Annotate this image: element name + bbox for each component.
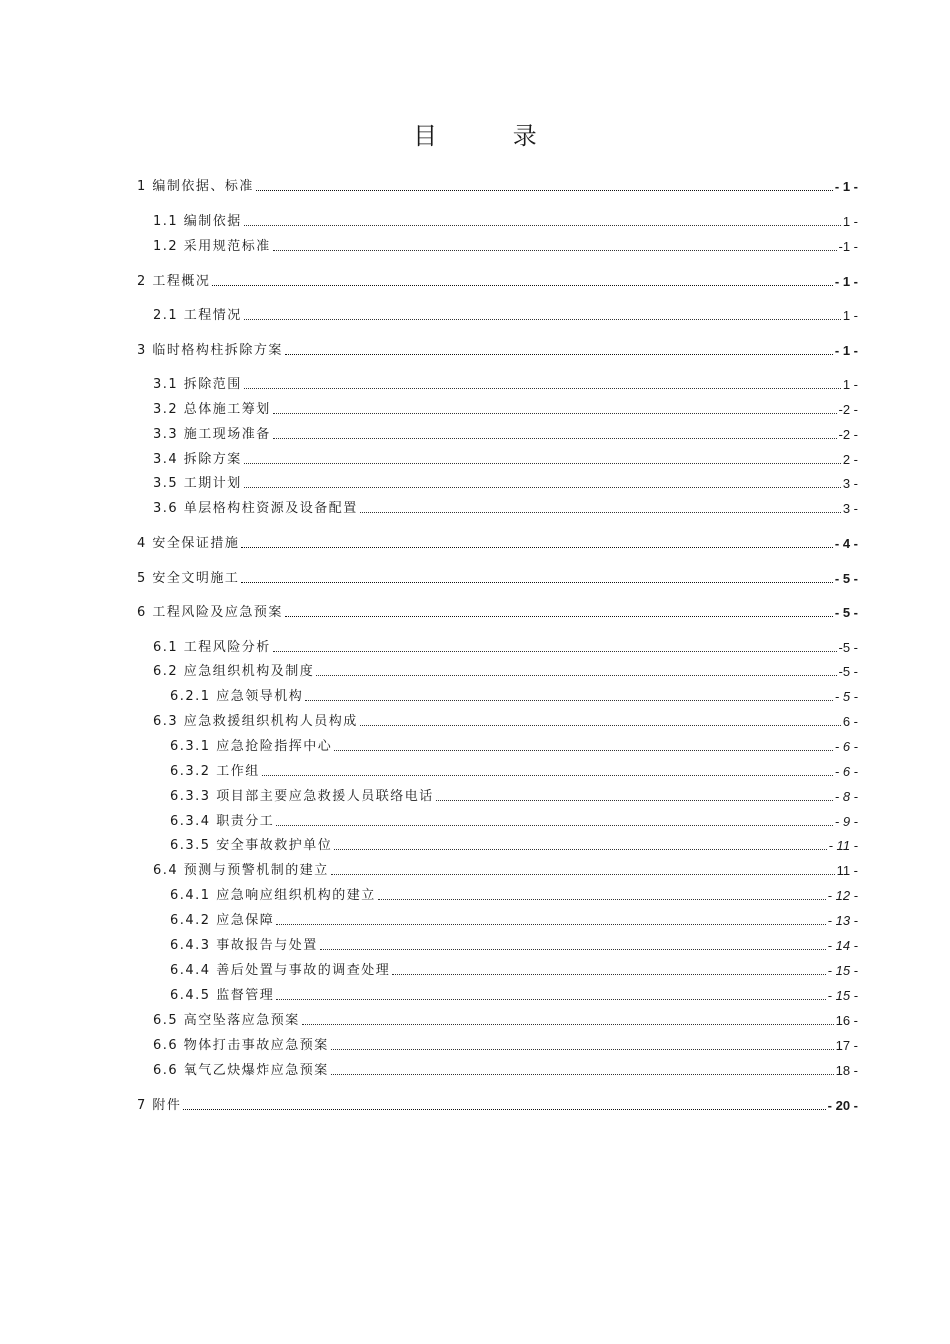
toc-entry-page: 3 - [842,501,858,516]
dot-leader [273,438,837,439]
dot-leader [244,319,841,320]
toc-entry[interactable] [170,886,858,904]
toc-entry-label: 3.5 工期计划 [153,476,242,491]
dot-leader [316,675,836,676]
toc-entry-label: 7 附件 [137,1098,182,1113]
dot-leader [331,1074,834,1075]
dot-leader [285,354,833,355]
dot-leader [244,388,841,389]
toc-entry[interactable] [153,400,858,418]
dot-leader [273,413,837,414]
toc-entry[interactable] [153,662,858,680]
toc-entry[interactable] [153,474,858,492]
dot-leader [334,849,826,850]
toc-entry-page: 6 - [842,714,858,729]
toc-entry-page: -2 - [838,402,858,417]
toc-entry-page: - 6 - [834,739,858,754]
dot-leader [334,750,833,751]
toc-entry-page: - 12 - [827,888,858,903]
toc-entry-label: 6.4.5 监督管理 [170,988,275,1003]
toc-entry-label: 6.4.1 应急响应组织机构的建立 [170,888,376,903]
toc-entry-page: - 15 - [827,963,858,978]
toc-entry-label: 6.4.2 应急保障 [170,913,275,928]
toc-entry[interactable] [153,1036,858,1054]
toc-entry-page: - 5 - [834,605,858,620]
toc-entry-page: 2 - [842,452,858,467]
dot-leader [436,800,833,801]
dot-leader [212,285,832,286]
dot-leader [302,1024,834,1025]
dot-leader [262,775,833,776]
toc-entry-page: -2 - [838,427,858,442]
toc-entry-page: - 5 - [834,689,858,704]
toc-entry-page: - 1 - [834,343,858,358]
toc-entry-page: 18 - [835,1063,858,1078]
toc-entry-label: 4 安全保证措施 [137,536,240,551]
toc-entry-label: 6.3.1 应急抢险指挥中心 [170,739,333,754]
dot-leader [331,874,835,875]
toc-entry-page: 3 - [842,476,858,491]
toc-entry-page: -5 - [838,640,858,655]
dot-leader [241,582,832,583]
dot-leader [276,924,825,925]
toc-entry-label: 6.3 应急救援组织机构人员构成 [153,714,358,729]
toc-entry-label: 2 工程概况 [137,274,211,289]
toc-entry[interactable] [137,534,858,552]
toc-entry[interactable] [153,237,858,255]
toc-entry[interactable] [153,212,858,230]
dot-leader [276,825,833,826]
toc-entry-label: 6.2 应急组织机构及制度 [153,664,315,679]
toc-entry[interactable] [153,712,858,730]
toc-entry[interactable] [170,911,858,929]
toc-entry-page: -1 - [838,239,858,254]
dot-leader [378,899,826,900]
toc-entry[interactable] [170,836,858,854]
toc-entry[interactable] [137,569,858,587]
toc-entry-label: 6 工程风险及应急预案 [137,605,283,620]
toc-entry-label: 6.4.4 善后处置与事故的调查处理 [170,963,391,978]
dot-leader [276,999,825,1000]
toc-entry[interactable] [137,1096,858,1114]
dot-leader [244,463,841,464]
dot-leader [320,949,826,950]
toc-entry-label: 6.6 物体打击事故应急预案 [153,1038,329,1053]
toc-entry[interactable] [153,306,858,324]
dot-leader [244,225,841,226]
toc-entry-label: 6.3.3 项目部主要应急救援人员联络电话 [170,789,434,804]
toc-entry[interactable] [137,341,858,359]
toc-entry-page: -5 - [838,664,858,679]
toc-entry[interactable] [170,961,858,979]
toc-entry-label: 3.2 总体施工筹划 [153,402,271,417]
toc-entry[interactable] [153,375,858,393]
toc-entry-label: 3.6 单层格构柱资源及设备配置 [153,501,358,516]
dot-leader [360,512,841,513]
toc-entry-label: 3.1 拆除范围 [153,377,242,392]
dot-leader [285,616,833,617]
toc-entry[interactable] [170,737,858,755]
toc-entry-label: 6.3.5 安全事故救护单位 [170,838,333,853]
toc-entry[interactable] [153,1061,858,1079]
toc-entry[interactable] [137,177,858,195]
toc-entry-page: - 6 - [834,764,858,779]
toc-entry[interactable] [137,272,858,290]
toc-entry-label: 6.1 工程风险分析 [153,640,271,655]
toc-entry[interactable] [153,638,858,656]
toc-entry-page: - 1 - [834,274,858,289]
toc-entry-label: 3.3 施工现场准备 [153,427,271,442]
dot-leader [331,1049,834,1050]
toc-entry-page: - 4 - [834,536,858,551]
toc-entry[interactable] [153,861,858,879]
toc-entry[interactable] [170,787,858,805]
toc-entry[interactable] [170,936,858,954]
toc-entry-page: - 14 - [827,938,858,953]
toc-entry-page: 1 - [842,214,858,229]
toc-entry-page: - 8 - [834,789,858,804]
toc-entry[interactable] [137,603,858,621]
toc-entry-page: - 11 - [828,838,858,853]
dot-leader [256,190,833,191]
toc-entry-label: 6.4.3 事故报告与处置 [170,938,318,953]
toc-entry-page: - 1 - [834,179,858,194]
toc-entry-page: 16 - [835,1013,858,1028]
toc-entry-page: - 15 - [827,988,858,1003]
toc-entry-label: 6.4 预测与预警机制的建立 [153,863,329,878]
toc-entry-label: 5 安全文明施工 [137,571,240,586]
dot-leader [241,547,832,548]
toc-entry[interactable] [153,1011,858,1029]
toc-entry-page: - 5 - [834,571,858,586]
toc-entry-label: 6.3.2 工作组 [170,764,260,779]
toc-entry-label: 1 编制依据、标准 [137,179,254,194]
dot-leader [183,1109,825,1110]
toc-entry-page: 1 - [842,377,858,392]
toc-entry-page: - 9 - [834,814,858,829]
toc-entry-page: - 20 - [827,1098,858,1113]
toc-entry-label: 1.2 采用规范标准 [153,239,271,254]
dot-leader [244,487,841,488]
page-title: 目 录 [413,122,571,150]
toc-entry-label: 3 临时格构柱拆除方案 [137,343,283,358]
toc-entry[interactable] [170,687,858,705]
toc-entry-label: 6.5 高空坠落应急预案 [153,1013,300,1028]
toc-entry-page: 11 - [836,863,858,878]
toc-entry[interactable] [170,762,858,780]
toc-entry-label: 6.2.1 应急领导机构 [170,689,304,704]
toc-entry[interactable] [153,450,858,468]
dot-leader [360,725,841,726]
toc-entry-label: 2.1 工程情况 [153,308,242,323]
toc-entry-label: 6.6 氧气乙炔爆炸应急预案 [153,1063,329,1078]
toc-entry-label: 6.3.4 职责分工 [170,814,275,829]
toc-entry[interactable] [153,499,858,517]
toc-entry-page: 1 - [842,308,858,323]
toc-entry-page: - 13 - [827,913,858,928]
dot-leader [392,974,825,975]
toc-entry-label: 1.1 编制依据 [153,214,242,229]
dot-leader [273,250,837,251]
toc-entry-page: 17 - [835,1038,858,1053]
toc-entry[interactable] [170,812,858,830]
toc-entry-label: 3.4 拆除方案 [153,452,242,467]
toc-entry[interactable] [153,425,858,443]
dot-leader [305,700,833,701]
dot-leader [273,651,837,652]
toc-entry[interactable] [170,986,858,1004]
